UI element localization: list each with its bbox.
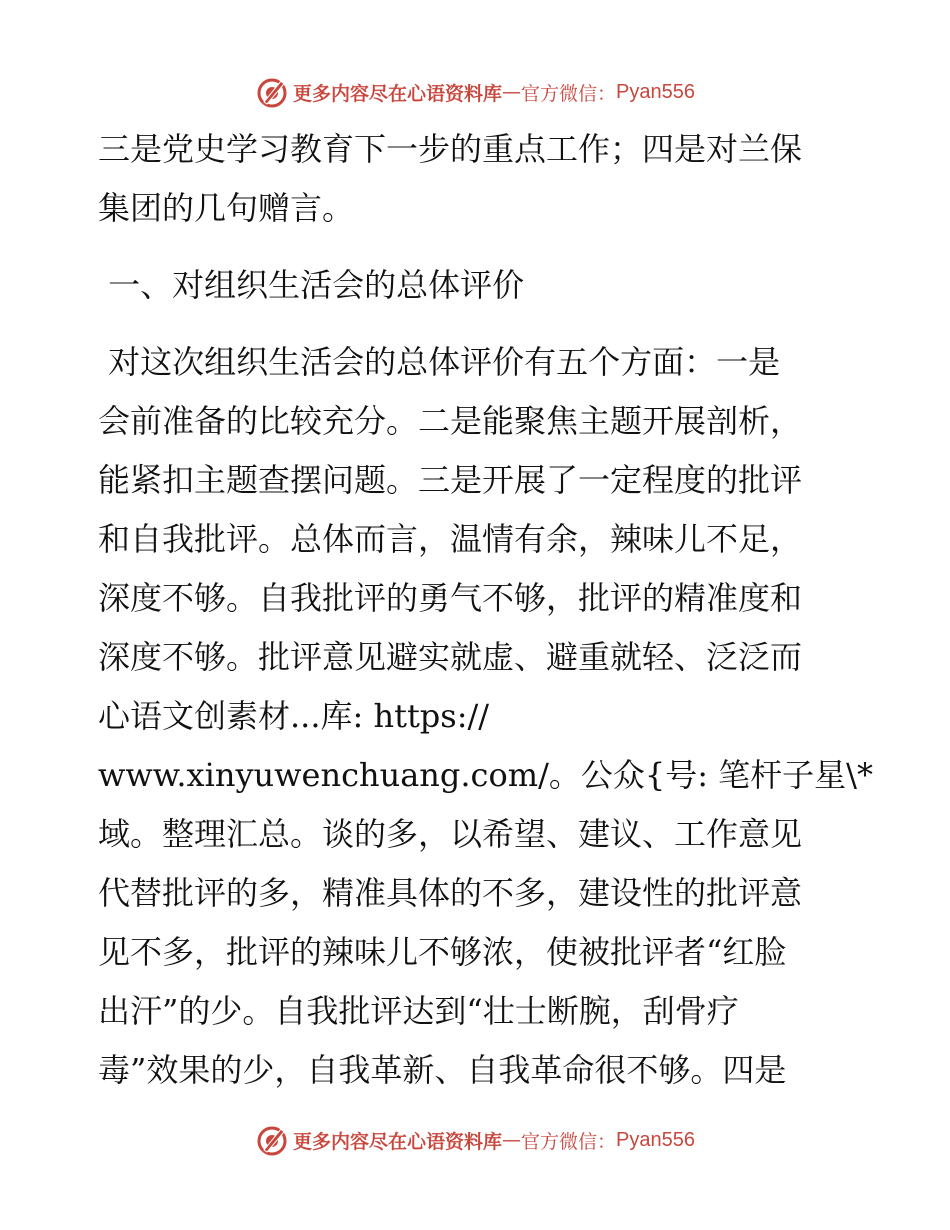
banner-label: 官方微信： <box>521 82 617 105</box>
banner-label: 官方微信： <box>521 1130 617 1153</box>
text-line: 集团的几句赠言。 <box>98 189 355 227</box>
banner-id: Pyan556 <box>616 1128 695 1151</box>
document-body <box>98 120 873 1100</box>
text-line: 毒”效果的少，自我革新、自我革命很不够。四是 <box>98 1051 787 1089</box>
text-line: 心语文创素材...库: https:// <box>98 697 490 735</box>
text-line: 出汗”的少。自我批评达到“壮士断腕，刮骨疗 <box>98 992 739 1030</box>
banner-text: 更多内容尽在心语资料库 <box>293 1130 503 1153</box>
banner-dash: — <box>502 81 522 103</box>
header-banner <box>0 72 950 112</box>
text-line: 会前准备的比较充分。二是能聚焦主题开展剖析， <box>98 402 803 440</box>
text-line: 代替批评的多，精准具体的不多，建设性的批评意 <box>98 874 803 912</box>
text-line: 对这次组织生活会的总体评价有五个方面：一是 <box>98 343 781 381</box>
banner-text: 更多内容尽在心语资料库 <box>293 82 503 105</box>
text-line: 三是党史学习教育下一步的重点工作；四是对兰保 <box>98 130 803 168</box>
text-line: www.xinyuwenchuang.com/。公众{号: 笔杆子星\* <box>98 756 873 794</box>
text-line: 域。整理汇总。谈的多，以希望、建议、工作意见 <box>98 815 803 853</box>
text-line: 深度不够。自我批评的勇气不够，批评的精准度和 <box>98 579 803 617</box>
section-heading: 一、对组织生活会的总体评价 <box>98 266 525 304</box>
logo-icon <box>255 75 289 109</box>
text-line: 深度不够。批评意见避实就虚、避重就轻、泛泛而 <box>98 638 803 676</box>
banner-dash: — <box>502 1129 522 1151</box>
text-line: 和自我批评。总体而言，温情有余，辣味儿不足， <box>98 520 803 558</box>
text-line: 见不多，批评的辣味儿不够浓，使被批评者“红脸 <box>98 933 787 971</box>
logo-icon <box>255 1123 289 1157</box>
text-line: 能紧扣主题查摆问题。三是开展了一定程度的批评 <box>98 461 803 499</box>
footer-banner <box>0 1120 950 1160</box>
banner-id: Pyan556 <box>616 80 695 103</box>
